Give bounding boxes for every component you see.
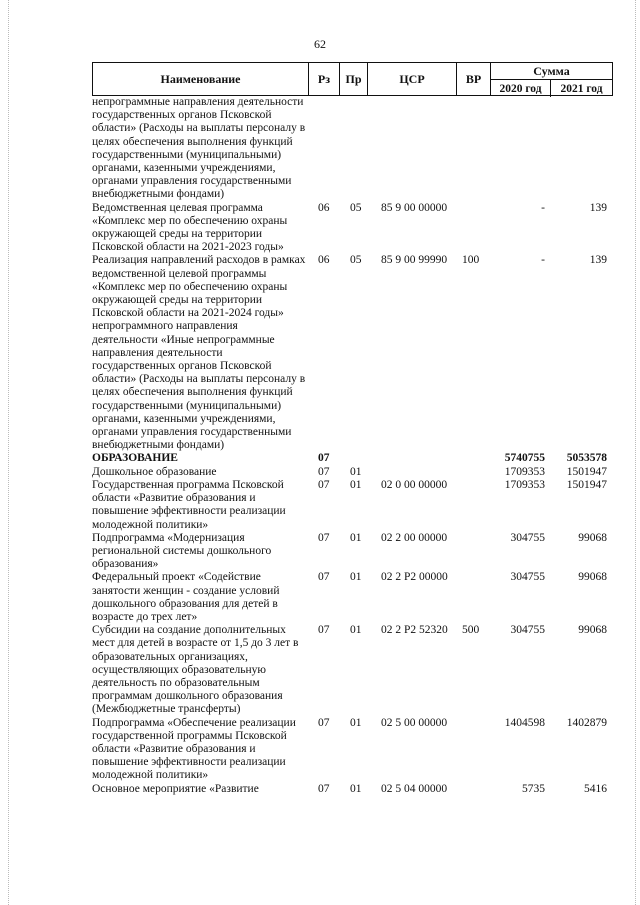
row-rz: 07 [318,716,330,729]
row-name: непрограммные направления деятельности государственных органов Псковской области» (Расходы на выплаты персоналу в целях обеспечения выполнения функций государственными (муниципальными) органами, казенными учреждениями, органами управления государственными внебюджетными фондами) [92,96,306,201]
row-rz: 06 [318,254,330,267]
row-rz: 07 [318,782,330,795]
row-csr: 85 9 00 00000 [381,201,448,214]
row-pr: 01 [350,478,362,491]
row-pr: 01 [350,531,362,544]
row-s2021: 139 [589,254,607,267]
row-s2020: 304755 [510,571,545,584]
row-pr: 05 [350,254,362,267]
header-name: Наименование [93,63,309,95]
row-rz: 06 [318,201,330,214]
row-rz: 07 [318,452,330,465]
row-s2021: 1501947 [566,478,607,491]
header-vr: ВР [457,63,491,95]
row-s2020: - [541,254,545,267]
row-name: Государственная программа Псковской области «Развитие образования и повышение эффективности реализации молодежной политики» [92,478,286,531]
row-csr: 02 0 00 00000 [381,478,448,491]
row-s2021: 99068 [578,531,607,544]
header-csr: ЦСР [368,63,457,95]
table-row [92,452,613,465]
row-s2020: 1709353 [504,478,545,491]
row-rz: 07 [318,465,330,478]
table-row [92,254,613,452]
row-name: Субсидии на создание дополнительных мест для детей в возрасте от 1,5 до 3 лет в образовательных организациях, осуществляющих образовательную деятельность по образовательным программам дошкольного образования (Межбюджетные трансферты) [92,624,299,716]
row-name: Федеральный проект «Содействие занятости женщин - создание условий дошкольного образования для детей в возрасте до трех лет» [92,571,280,623]
row-name: Подпрограмма «Модернизация региональной системы дошкольного образования» [92,531,272,571]
row-s2021: 5416 [584,782,607,795]
row-name: ОБРАЗОВАНИЕ [92,452,178,465]
row-vr: 500 [462,624,480,637]
table-row [92,466,613,479]
row-rz: 07 [318,624,330,637]
table-row [92,96,613,202]
row-s2021: 99068 [578,624,607,637]
row-s2020: 5740755 [504,452,545,465]
header-year-2020: 2020 год [491,80,551,97]
page-number: 62 [314,37,326,51]
row-name: Основное мероприятие «Развитие [92,782,259,795]
row-rz: 07 [318,571,330,584]
row-s2020: 304755 [510,531,545,544]
row-pr: 05 [350,201,362,214]
row-s2021: 99068 [578,571,607,584]
row-vr: 100 [462,254,480,267]
table-header [92,62,613,96]
header-sum [491,63,612,95]
table-row [92,532,613,572]
table-row [92,783,613,796]
row-pr: 01 [350,571,362,584]
row-s2021: 139 [589,201,607,214]
row-s2020: - [541,201,545,214]
row-rz: 07 [318,478,330,491]
table-row [92,479,613,532]
row-csr: 02 2 P2 00000 [381,571,448,584]
row-csr: 85 9 00 99990 [381,254,448,267]
header-pr: Пр [340,63,368,95]
header-sum-title: Сумма [491,63,612,80]
row-s2021: 1501947 [566,465,607,478]
scan-edge-left [8,0,9,905]
row-name: Дошкольное образование [92,465,217,478]
row-name: Подпрограмма «Обеспечение реализации государственной программы Псковской области «Развитие образования и повышение эффективности реализации молодежной политики» [92,716,296,782]
row-csr: 02 2 P2 52320 [381,624,448,637]
table-row [92,202,613,255]
row-pr: 01 [350,465,362,478]
scan-edge-right [635,0,636,905]
header-year-2021: 2021 год [560,82,603,95]
row-csr: 02 5 04 00000 [381,782,448,795]
row-s2021: 1402879 [566,716,607,729]
row-s2020: 304755 [510,624,545,637]
row-pr: 01 [350,624,362,637]
row-pr: 01 [350,716,362,729]
row-csr: 02 5 00 00000 [381,716,448,729]
row-s2020: 1404598 [504,716,545,729]
row-name: Реализация направлений расходов в рамках ведомственной целевой программы «Комплекс мер по обеспечению охраны окружающей среды на территории Псковской области на 2021-2024 годы» непрограммного направления деятельности «Иные непрограммные направления деятельности государственных органов Псковской области» (Расходы на выплаты персоналу в целях обеспечения выполнения функций государственными (муниципальными) органами, казенными учреждениями, органами управления государственными внебюджетными фондами) [92,254,306,452]
row-name: Ведомственная целевая программа «Комплекс мер по обеспечению охраны окружающей среды на территории Псковской области на 2021-2023 годы» [92,201,288,254]
header-rz: Рз [309,63,340,95]
row-pr: 01 [350,782,362,795]
row-s2021: 5053578 [566,452,607,465]
row-s2020: 1709353 [504,465,545,478]
row-rz: 07 [318,531,330,544]
table-row [92,717,613,783]
table-body [92,96,613,796]
row-csr: 02 2 00 00000 [381,531,448,544]
row-s2020: 5735 [522,782,545,795]
table-row [92,571,613,624]
table-row [92,624,613,716]
